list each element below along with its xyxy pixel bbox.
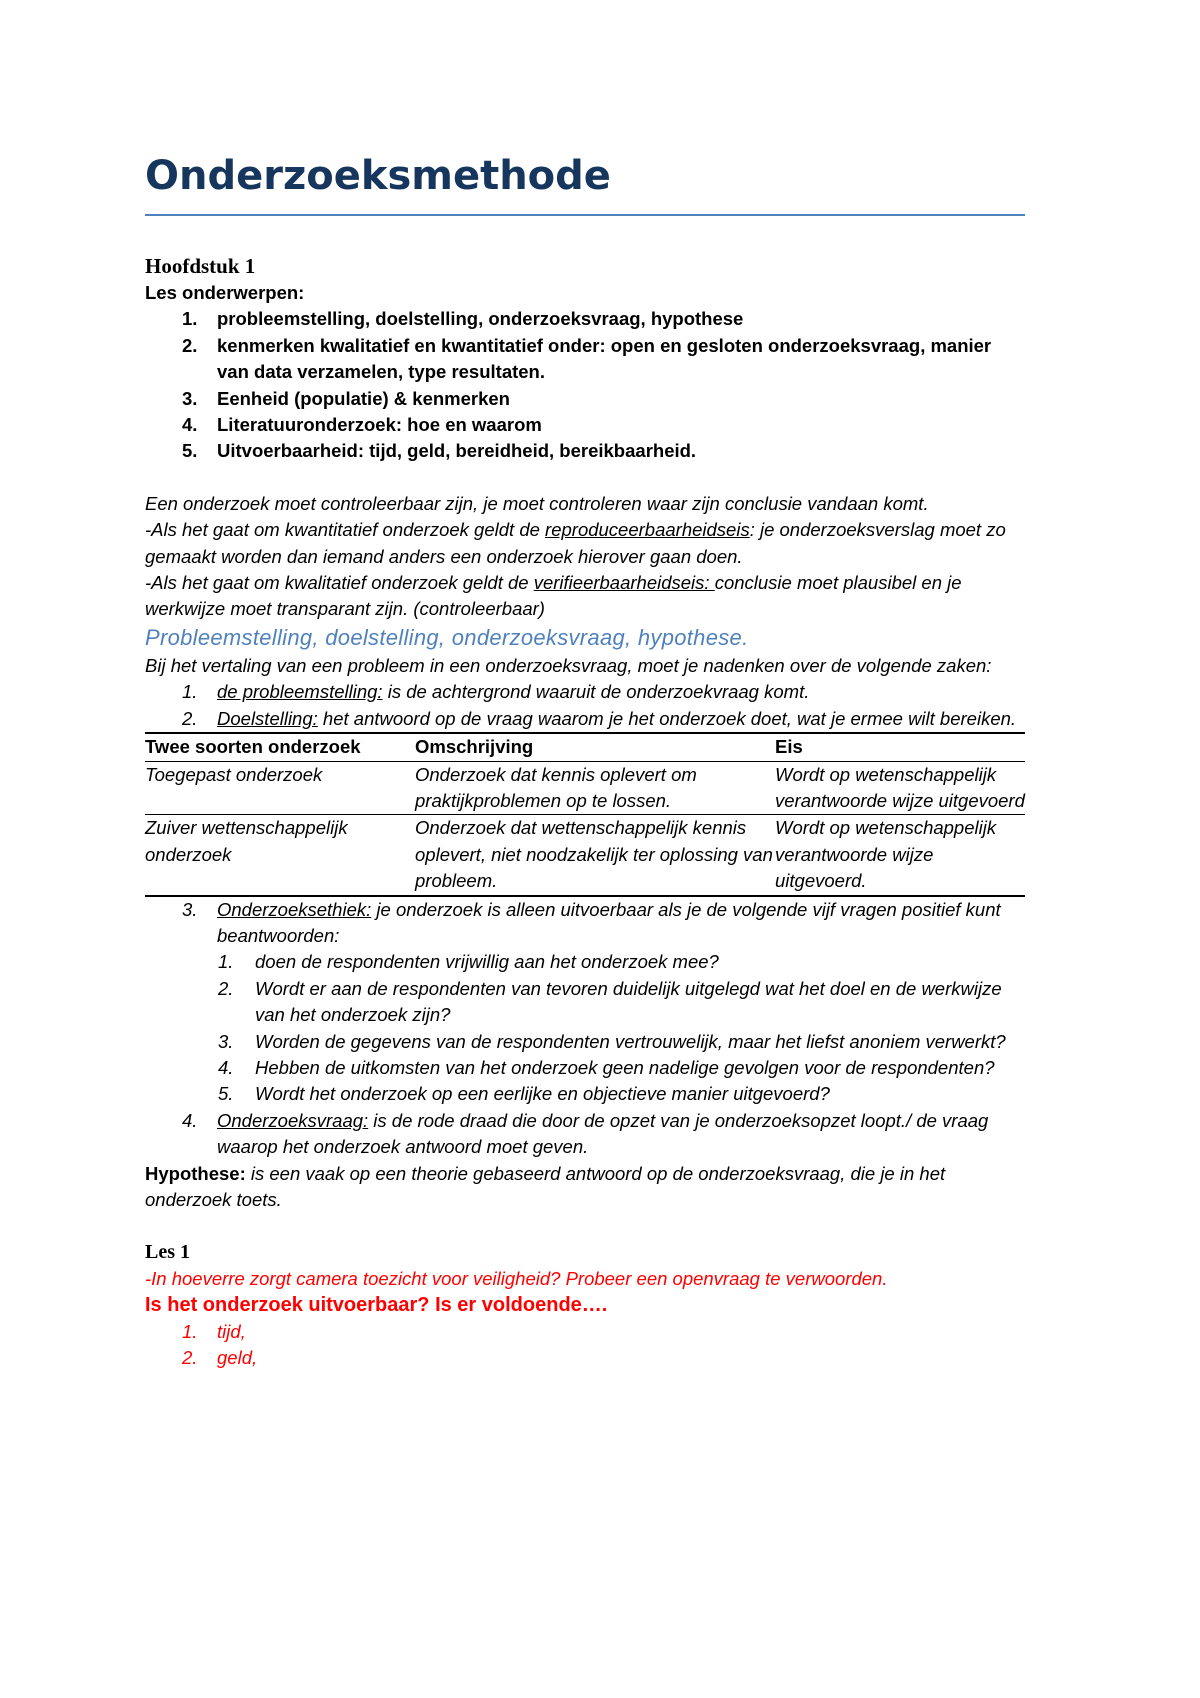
section-heading: Probleemstelling, doelstelling, onderzoeksvraag, hypothese. bbox=[145, 624, 749, 650]
table-header: Twee soorten onderzoek bbox=[145, 736, 361, 758]
section-intro: Bij het vertaling van een probleem in een onderzoeksvraag, moet je nadenken over de volgende zaken: bbox=[145, 654, 992, 676]
list-item: 2. Doelstelling: het antwoord op de vraag waarom je het onderzoek doet, wat je ermee wilt bereiken. bbox=[182, 707, 1017, 729]
page-title: Onderzoeksmethode bbox=[145, 150, 1025, 216]
research-types-table bbox=[145, 732, 1025, 896]
table-row bbox=[145, 815, 1025, 896]
les1-feasibility: Is het onderzoek uitvoerbaar? Is er voldoende…. bbox=[145, 1294, 608, 1317]
table-cell: Onderzoek dat kennis oplevert om praktijkproblemen op te lossen. bbox=[415, 763, 697, 811]
intro-paragraph-quantitative: -Als het gaat om kwantitatief onderzoek geldt de reproduceerbaarheidseis: je onderzoeksverslag moet zo gemaakt worden dan iemand anders een onderzoek hierover gaan doen. bbox=[145, 519, 1006, 567]
list-item: 1. doen de respondenten vrijwillig aan het onderzoek mee? bbox=[218, 951, 719, 973]
list-item: 4. Literatuuronderzoek: hoe en waarom bbox=[182, 414, 542, 436]
table-cell: Wordt op wetenschappelijk verantwoorde wijze uitgevoerd. bbox=[775, 817, 997, 892]
list-item: 2. Wordt er aan de respondenten van tevoren duidelijk uitgelegd wat het doel en de werkwijze van het onderzoek zijn? bbox=[218, 977, 1002, 1026]
list-item: 1. de probleemstelling: is de achtergrond waaruit de onderzoekvraag komt. bbox=[182, 681, 810, 703]
les1-question: -In hoeverre zorgt camera toezicht voor veiligheid? Probeer een openvraag te verwoorden. bbox=[145, 1267, 888, 1289]
list-item: 4. Onderzoeksvraag: is de rode draad die door de opzet van je onderzoeksopzet loopt./ de vraag waarop het onderzoek antwoord moet geven. bbox=[182, 1109, 989, 1158]
table-header: Omschrijving bbox=[415, 736, 534, 758]
les1-heading: Les 1 bbox=[145, 1241, 190, 1264]
list-item: 3. Eenheid (populatie) & kenmerken bbox=[182, 387, 510, 409]
list-item: 3. Onderzoeksethiek: je onderzoek is alleen uitvoerbaar als je de volgende vijf vragen positief kunt beantwoorden: 1. doen de respondenten vrijwillig aan het onderzoek mee? 2. Wordt er aan de respondenten van tevoren duidelijk uitgelegd wat het doel en de werkwijze van het onderzoek zijn? 3. Worden de gegevens van de respondenten vertrouwelijk, maar het liefst anoniem verwerkt? 4. Hebben de uitkomsten van het onderzoek geen nadelige gevolgen voor de respondenten? 5. Wordt het onderzoek op een eerlijke en objectieve manier uitgevoerd? bbox=[145, 897, 1025, 1108]
verifiability-term: verifieerbaarheidseis: bbox=[533, 572, 715, 594]
list-item: 4. Hebben de uitkomsten van het onderzoek geen nadelige gevolgen voor de respondenten? bbox=[218, 1056, 995, 1078]
chapter-heading: Hoofdstuk 1 bbox=[145, 254, 256, 278]
list-item: 1. tijd, bbox=[182, 1320, 246, 1342]
topics-list bbox=[145, 306, 1025, 464]
list-item: 2. geld, bbox=[182, 1347, 258, 1369]
section-list-continued bbox=[145, 897, 1025, 1161]
les1-list bbox=[145, 1319, 1025, 1372]
list-item: 3. Worden de gegevens van de respondenten vertrouwelijk, maar het liefst anoniem verwerkt? bbox=[218, 1030, 1006, 1052]
topics-label: Les onderwerpen: bbox=[145, 282, 305, 303]
document-page bbox=[145, 150, 1025, 1371]
list-item: 5. Uitvoerbaarheid: tijd, geld, bereidheid, bereikbaarheid. bbox=[182, 440, 697, 462]
table-cell: Wordt op wetenschappelijk verantwoorde wijze uitgevoerd bbox=[775, 763, 1025, 811]
ethics-questions-list bbox=[217, 949, 1025, 1107]
table-cell: Toegepast onderzoek bbox=[145, 763, 323, 785]
table-cell: Zuiver wettenschappelijk onderzoek bbox=[145, 817, 348, 865]
intro-paragraph-qualitative: -Als het gaat om kwalitatief onderzoek geldt de verifieerbaarheidseis: conclusie moet plausibel en je werkwijze moet transparant zijn. (controleerbaar) bbox=[145, 572, 962, 620]
hypothesis-paragraph: Hypothese: is een vaak op een theorie gebaseerd antwoord op de onderzoeksvraag, die je in het onderzoek toets. bbox=[145, 1162, 946, 1210]
table-row bbox=[145, 761, 1025, 815]
section-list bbox=[145, 679, 1025, 732]
list-item: 2. kenmerken kwalitatief en kwantitatief onder: open en gesloten onderzoeksvraag, manier van data verzamelen, type resultaten. bbox=[182, 334, 992, 383]
list-item: 1. probleemstelling, doelstelling, onderzoeksvraag, hypothese bbox=[182, 308, 744, 330]
reproducibility-term: reproduceerbaarheidseis bbox=[545, 519, 750, 541]
table-header-row bbox=[145, 733, 1025, 761]
table-header: Eis bbox=[775, 736, 803, 758]
intro-paragraph: Een onderzoek moet controleerbaar zijn, je moet controleren waar zijn conclusie vandaan komt. bbox=[145, 492, 929, 514]
table-cell: Onderzoek dat wettenschappelijk kennis oplevert, niet noodzakelijk ter oplossing van probleem. bbox=[415, 817, 773, 892]
list-item: 5. Wordt het onderzoek op een eerlijke en objectieve manier uitgevoerd? bbox=[218, 1083, 830, 1105]
